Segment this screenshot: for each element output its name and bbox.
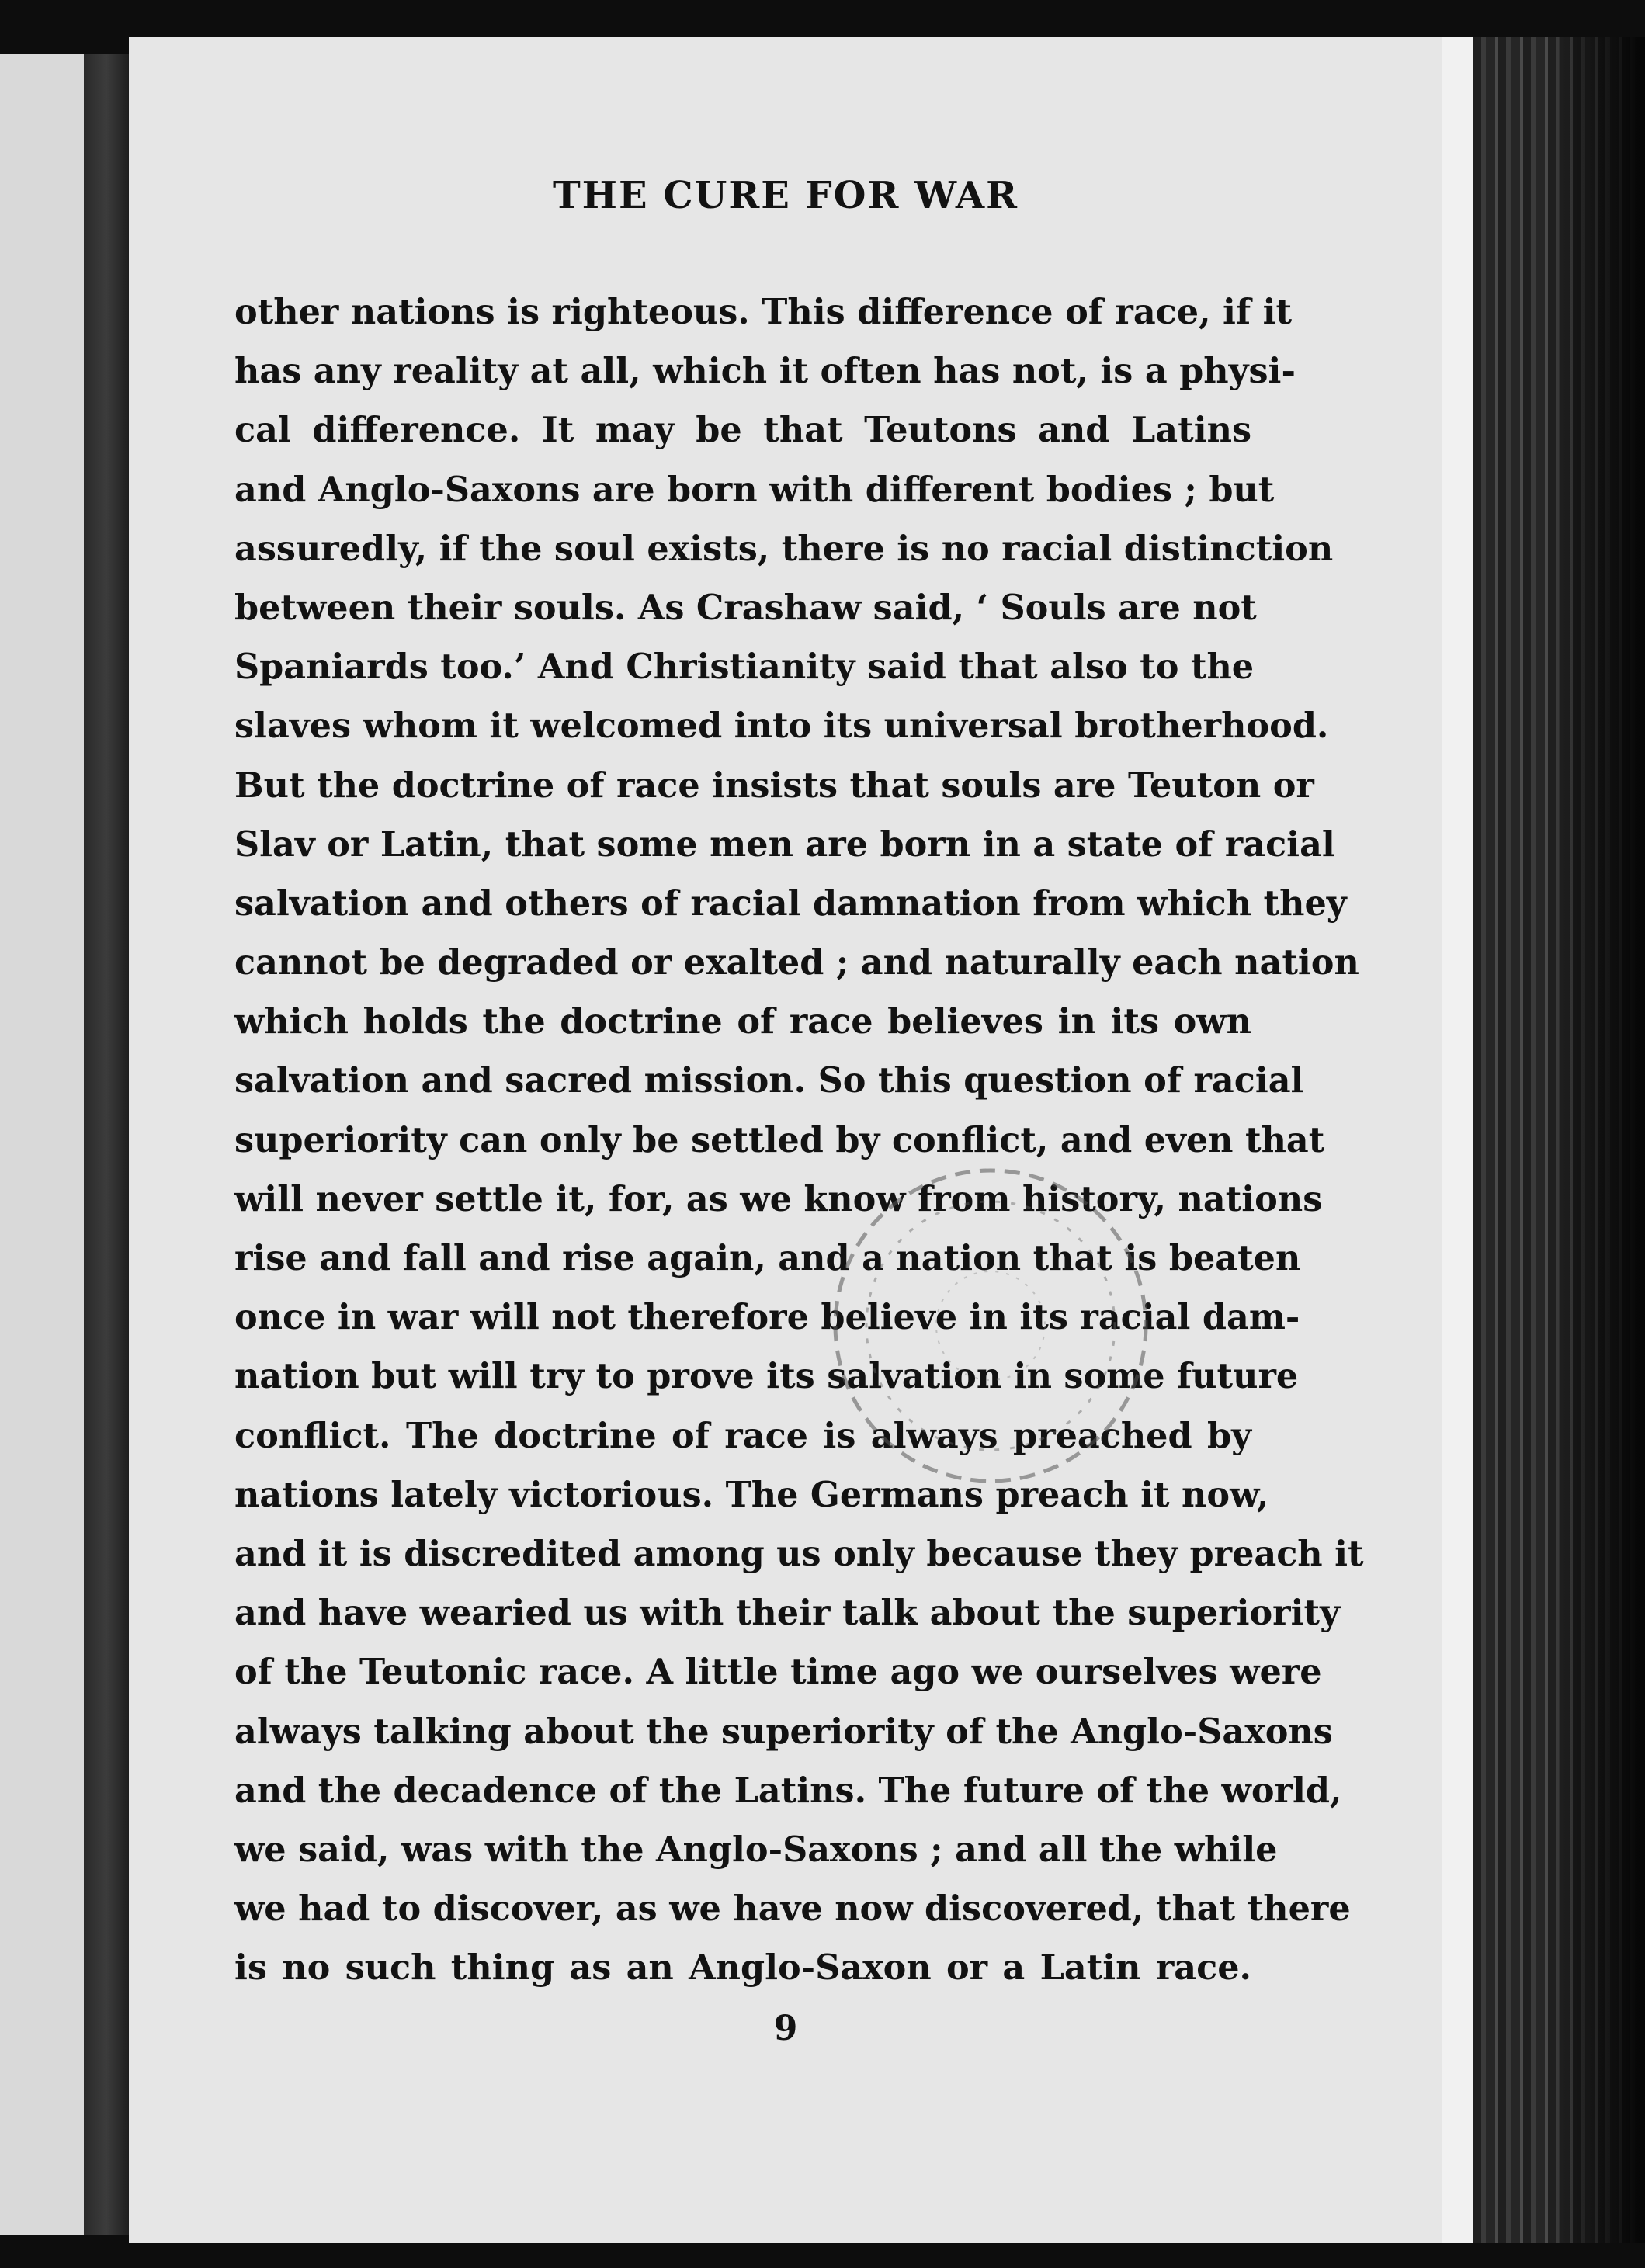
text-line: once in war will not therefore believe in its racial dam- bbox=[234, 1297, 1300, 1338]
book-block-edge bbox=[1473, 37, 1645, 2243]
text-line: nations lately victorious. The Germans preach it now, bbox=[234, 1474, 1269, 1515]
text-line: and Anglo-Saxons are born with different bodies ; but bbox=[234, 469, 1275, 510]
facing-page-edge bbox=[0, 54, 84, 2235]
text-line: conflict. The doctrine of race is always preached by bbox=[234, 1415, 1251, 1456]
page-fore-edge bbox=[1442, 37, 1473, 2243]
text-line: which holds the doctrine of race believes in its own bbox=[234, 1001, 1251, 1042]
page-number: 9 bbox=[773, 2009, 798, 2048]
text-line: nation but will try to prove its salvation in some future bbox=[234, 1356, 1299, 1397]
text-line: we said, was with the Anglo-Saxons ; and all the while bbox=[234, 1829, 1278, 1870]
text-line: we had to discover, as we have now discovered, that there bbox=[234, 1888, 1351, 1930]
text-line: between their souls. As Crashaw said, ‘ Souls are not bbox=[234, 587, 1257, 628]
text-line: will never settle it, for, as we know from history, nations bbox=[234, 1178, 1323, 1219]
text-line: and the decadence of the Latins. The future of the world, bbox=[234, 1770, 1342, 1811]
text-line: salvation and sacred mission. So this question of racial bbox=[234, 1060, 1304, 1101]
text-line: Slav or Latin, that some men are born in a state of racial bbox=[234, 824, 1335, 865]
text-line: superiority can only be settled by conflict, and even that bbox=[234, 1119, 1325, 1160]
text-line: But the doctrine of race insists that souls are Teuton or bbox=[234, 765, 1314, 806]
text-line: and have wearied us with their talk about the superiority bbox=[234, 1593, 1340, 1634]
text-line: Spaniards too.’ And Christianity said that also to the bbox=[234, 647, 1255, 688]
text-line: rise and fall and rise again, and a nation that is beaten bbox=[234, 1238, 1301, 1278]
running-head: THE CURE FOR WAR bbox=[552, 174, 1019, 217]
text-line: and it is discredited among us only because they preach it bbox=[234, 1533, 1364, 1574]
text-line: of the Teutonic race. A little time ago we ourselves were bbox=[234, 1652, 1322, 1693]
text-line: assuredly, if the soul exists, there is no racial distinction bbox=[234, 528, 1334, 569]
body-text bbox=[234, 283, 1364, 1997]
text-line: salvation and others of racial damnation from which they bbox=[234, 883, 1347, 924]
text-line: is no such thing as an Anglo-Saxon or a Latin race. bbox=[234, 1947, 1251, 1989]
text-line: other nations is righteous. This difference of race, if it bbox=[234, 292, 1293, 332]
text-line: cannot be degraded or exalted ; and naturally each nation bbox=[234, 942, 1359, 983]
book-gutter bbox=[84, 54, 129, 2235]
text-line: always talking about the superiority of the Anglo-Saxons bbox=[234, 1711, 1333, 1752]
text-line: cal difference. It may be that Teutons and Latins bbox=[234, 410, 1251, 451]
text-line: slaves whom it welcomed into its universal brotherhood. bbox=[234, 706, 1329, 747]
text-line: has any reality at all, which it often has not, is a physi- bbox=[234, 351, 1296, 392]
book-page bbox=[129, 37, 1442, 2243]
